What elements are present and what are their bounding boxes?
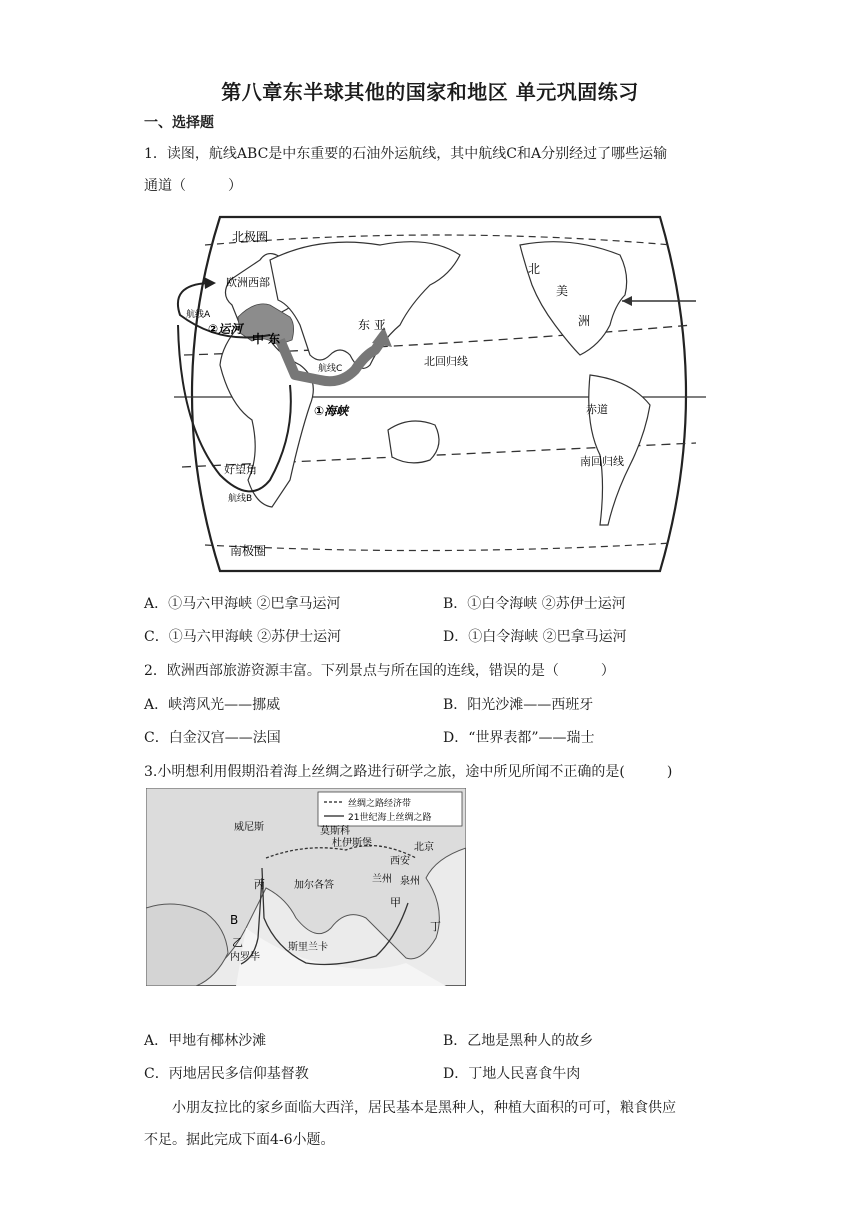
section-heading: 一、选择题 [144,115,214,131]
q2-option-c[interactable]: C．白金汉宫——法国 [144,730,281,746]
q3-option-a[interactable]: A．甲地有椰林沙滩 [144,1033,267,1049]
label-na-2: 美 [556,284,569,298]
label-na-1: 北 [528,262,541,276]
map2-label-duisburg: 杜伊斯堡 [332,838,372,849]
map2-label-jia: 甲 [390,896,401,909]
map2-label-xian: 西安 [390,856,410,867]
label-west-europe: 欧洲西部 [226,276,270,289]
q2-stem: 2．欧洲西部旅游资源丰富。下列景点与所在国的连线，错误的是（ ） [144,663,615,679]
label-strait: ①海峡 [314,404,349,418]
map2-label-quanzhou: 泉州 [400,876,420,887]
q1-option-c[interactable]: C．①马六甲海峡 ②苏伊士运河 [144,629,342,645]
world-shipping-map [160,205,716,583]
label-antarctic: 南极圈 [230,544,267,558]
map2-label-moscow: 莫斯科 [320,826,350,837]
label-middle-east: 中 东 [252,332,281,346]
label-na-3: 洲 [578,314,591,328]
map2-label-nairobi: 内罗毕 [230,952,260,963]
map2-label-ding: 丁 [430,920,441,933]
label-tropic-capricorn: 南回归线 [580,455,624,468]
page-title: 第八章东半球其他的国家和地区 单元巩固练习 [221,80,639,104]
label-equator: 赤道 [586,403,608,416]
map2-label-b: B [230,913,239,927]
silk-road-map [146,788,466,986]
australia-outline [388,421,439,463]
label-east-asia: 东 亚 [358,318,386,332]
passage-line2: 不足。据此完成下面4-6小题。 [144,1132,335,1148]
q3-option-c[interactable]: C．丙地居民多信仰基督教 [144,1066,309,1082]
q1-option-d[interactable]: D．①白令海峡 ②巴拿马运河 [443,629,627,645]
q2-option-a[interactable]: A．峡湾风光——挪威 [144,697,281,713]
label-arctic: 北极圈 [232,230,269,244]
q3-option-b[interactable]: B．乙地是黑种人的故乡 [443,1033,594,1049]
q1-stem-line1: 1．读图，航线ABC是中东重要的石油外运航线，其中航线C和A分别经过了哪些运输 [144,146,668,162]
map2-label-kolkata: 加尔各答 [294,880,334,891]
map2-label-yi: 乙 [232,936,243,949]
q3-stem: 3.小明想利用假期沿着海上丝绸之路进行研学之旅，途中所见所闻不正确的是( ) [144,764,673,780]
label-tropic-cancer: 北回归线 [424,355,468,368]
map2-label-lanzhou: 兰州 [372,874,392,885]
map2-label-beijing: 北京 [414,842,434,853]
label-cape: 好望角 [224,463,257,476]
label-route-b: 航线B [228,494,253,504]
q3-option-d[interactable]: D．丁地人民喜食牛肉 [443,1066,581,1082]
map2-label-colombo: 斯里兰卡 [288,942,328,953]
label-route-c: 航线C [318,364,343,374]
map2-label-venice: 威尼斯 [234,822,264,833]
q2-option-b[interactable]: B．阳光沙滩——西班牙 [443,697,594,713]
label-canal: ②运河 [208,322,243,336]
legend-label-1: 丝绸之路经济带 [348,799,412,809]
passage-line1: 小朋友拉比的家乡面临大西洋，居民基本是黑种人，种植大面积的可可，粮食供应 [172,1100,676,1116]
label-route-a: 航线A [186,310,211,320]
q1-option-a[interactable]: A．①马六甲海峡 ②巴拿马运河 [144,596,341,612]
q1-stem-line2: 通道（ ） [144,178,242,194]
legend-label-2: 21世纪海上丝绸之路 [348,813,432,823]
map2-label-bing: 丙 [254,878,265,891]
q1-option-b[interactable]: B．①白令海峡 ②苏伊士运河 [443,596,626,612]
q2-option-d[interactable]: D．“世界表都”——瑞士 [443,730,595,746]
